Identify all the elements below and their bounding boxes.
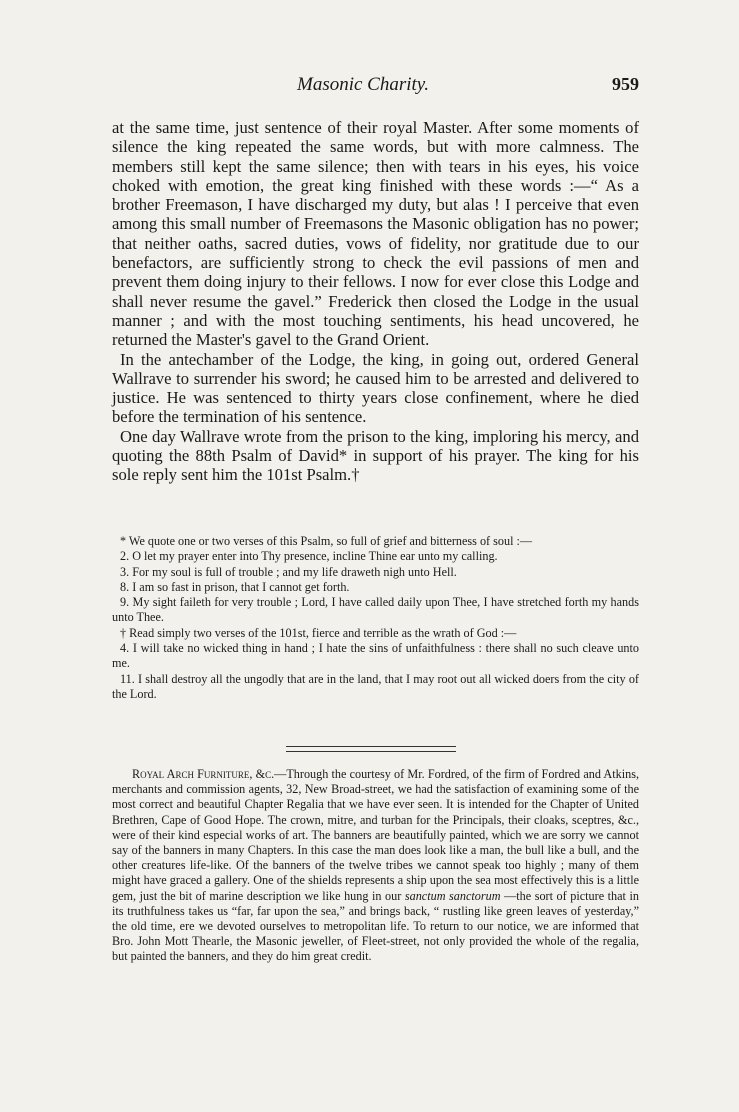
footnote-verse-3: 3. For my soul is full of trouble ; and my life draweth nigh unto Hell. xyxy=(120,564,457,579)
notice-text-a: —Through the courtesy of Mr. Fordred, of the firm of Fordred and Atkins, merchants and commission agents, 32, New Broad-street, we had the satisfaction of examining some of the most correct and beautiful Chapter Regalia that we have ever seen. It is intended for the Chapter of United Brethren, Cape of Good Hope. The crown, mitre, and turban for the Principals, their cloaks, sceptres, &c., were of their kind especial works of art. The banners are beautifully painted, which we are sorry we cannot say of the banners in many Chapters. In this case the man does look like a man, the bull like a bull, and the other creatures life-like. Of the banners of the twelve tribes we cannot speak too highly ; many of them might have graced a gallery. One of the shields represents a ship upon the sea most effectively this is a little gem, just the bit of marine description we like hung in our xyxy=(112,767,639,903)
page-number: 959 xyxy=(612,74,639,94)
paragraph-1: at the same time, just sentence of their royal Master. After some moments of silence the king repeated the same words, but with more calmness. The members still kept the same silence; then with tears in his eyes, his voice choked with emotion, the great king finished with these words :—“ As a brother Freemason, I have discharged my duty, but alas ! I perceive that even among this small number of Freemasons the Masonic obligation has no power; that neither oaths, sacred duties, vows of fidelity, nor gratitude due to our benefactors, are sufficiently strong to check the evil passions of men and prevent them doing injury to their fellows. I now for ever close this Lodge and shall never resume the gavel.” Frederick then closed the Lodge in the usual manner ; and with the most touching sentiments, his head uncovered, he returned the Master's gavel to the Grand Orient. xyxy=(112,118,639,350)
footnote-verse-8: 8. I am so fast in prison, that I cannot get forth. xyxy=(120,579,350,594)
footnote-verse-9: 9. My sight faileth for very trouble ; Lord, I have called daily upon Thee, I have stretched forth my hands unto Thee. xyxy=(112,595,639,625)
footnotes xyxy=(112,534,639,702)
paragraph-2: In the antechamber of the Lodge, the king, in going out, ordered General Wallrave to surrender his sword; he caused him to be arrested and delivered to justice. He was sentenced to thirty years close confinement, where he died before the termination of his sentence. xyxy=(112,349,639,427)
notice-heading: Royal Arch Furniture, &c. xyxy=(132,767,275,781)
notice-paragraph xyxy=(112,767,639,965)
paragraph-3: One day Wallrave wrote from the prison to the king, imploring his mercy, and quoting the 88th Psalm of David* in support of his prayer. The king for his sole reply sent him the 101st Psalm.† xyxy=(112,426,639,485)
notice-text-italic: sanctum sanctorum xyxy=(404,888,501,903)
footnote-dagger: † Read simply two verses of the 101st, fierce and terrible as the wrath of God :— xyxy=(120,625,517,640)
main-text xyxy=(112,118,639,485)
section-divider xyxy=(286,746,456,752)
footnote-verse-2: 2. O let my prayer enter into Thy presence, incline Thine ear unto my calling. xyxy=(120,549,498,564)
running-header xyxy=(112,74,639,100)
notice-text-b: —the sort of picture that in its truthfulness takes us “far, far upon the sea,” and brings back, “ rustling like green leaves of yesterday,” the old time, ere we devoted ourselves to metropolitan life. To return to our notice, we are informed that Bro. John Mott Thearle, the Masonic jeweller, of Fleet-street, not only provided the whole of the regalia, but painted the banners, and they do him great credit. xyxy=(112,888,639,964)
running-title: Masonic Charity. xyxy=(297,74,429,95)
footnote-verse-11: 11. I shall destroy all the ungodly that are in the land, that I may root out all wicked doers from the city of the Lord. xyxy=(112,671,639,701)
footnote-star: * We quote one or two verses of this Psalm, so full of grief and bitterness of soul :— xyxy=(120,534,533,548)
footnote-verse-4: 4. I will take no wicked thing in hand ; I hate the sins of unfaithfulness : there shall no such cleave unto me. xyxy=(112,641,639,671)
royal-arch-notice xyxy=(112,767,639,965)
